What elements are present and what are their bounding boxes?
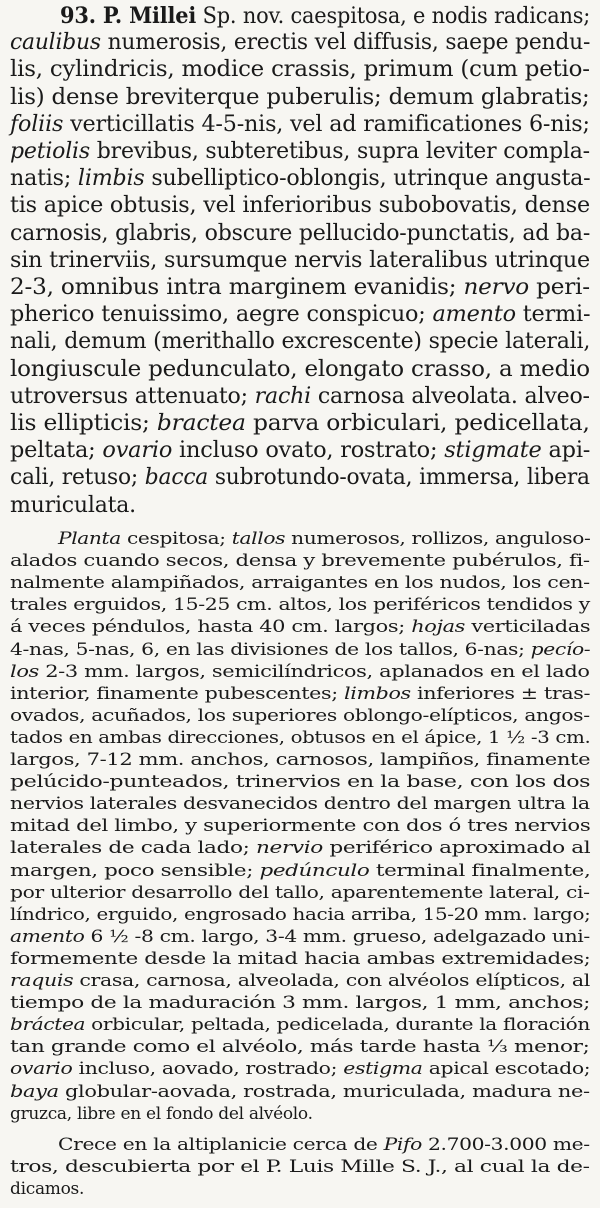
text-line [10, 274, 590, 302]
text-line [10, 220, 590, 248]
text-line [10, 749, 590, 771]
text-line [10, 1081, 590, 1103]
text-run: apical escotado; [422, 1059, 591, 1080]
text-line [10, 29, 590, 57]
italic-term: hojas [411, 617, 466, 638]
text-line [10, 793, 590, 815]
text-run: terminal finalmente, [369, 860, 591, 881]
text-line [10, 860, 590, 882]
italic-term: ovario [102, 438, 173, 464]
italic-term: bráctea [10, 1015, 86, 1036]
text-line [10, 1058, 590, 1080]
text-line [10, 815, 590, 837]
text-run: 2-3, omnibus intra marginem evanidis; [10, 275, 464, 300]
italic-term: tallos [231, 529, 286, 549]
text-line [10, 437, 590, 465]
text-line [10, 926, 590, 948]
text-run: sin trinerviis, sursumque nervis lateralibus utrinque [10, 247, 591, 273]
text-run: carnosis, glabris, obscure pellucido-punctatis, ad ba- [10, 220, 591, 246]
text-run: pelúcido-punteados, trinervios en la base, con los dos [10, 772, 591, 793]
text-run: periférico aproximado al [322, 838, 591, 859]
text-run: peri- [529, 275, 590, 300]
text-line [10, 1178, 84, 1200]
text-line [10, 84, 590, 112]
italic-term: limbos [344, 683, 411, 704]
text-run: cali, retuso; [10, 465, 145, 491]
text-line [10, 705, 590, 727]
text-run: orbicular, peltada, pedicelada, durante la floración [85, 1015, 590, 1036]
text-run: 2-3 mm. largos, semicilíndricos, aplanados en el lado [38, 661, 590, 682]
text-line [60, 2, 590, 31]
italic-term: petiolis [10, 139, 90, 164]
text-line [10, 550, 590, 572]
text-line [10, 948, 590, 970]
text-line [10, 383, 590, 411]
species-heading: 93. P. Millei [60, 3, 197, 29]
text-line [10, 301, 590, 329]
italic-term: amento [10, 926, 85, 947]
text-line [10, 1103, 313, 1125]
text-run: parva orbiculari, pedicellata, [245, 411, 590, 436]
text-run: trales erguidos, 15-25 cm. altos, los periféricos tendidos y [10, 595, 590, 616]
text-run: ovados, acuñados, los superiores oblongo-elípticos, angos- [10, 705, 590, 726]
italic-term: caulibus [10, 30, 101, 56]
italic-term: stigmate [444, 438, 542, 464]
text-run: largos, 7-12 mm. anchos, carnosos, lampiños, finamente [10, 750, 591, 770]
text-line [10, 970, 590, 992]
text-line [58, 528, 590, 550]
text-line [10, 837, 590, 859]
text-run: peltata; [10, 438, 103, 464]
text-run: nervios laterales desvanecidos dentro del margen ultra la [10, 794, 590, 815]
text-line [10, 1156, 590, 1178]
text-run: pherico tenuissimo, aegre conspicuo; [10, 302, 433, 328]
italic-term: bacca [144, 465, 209, 491]
italic-term: ovario [10, 1059, 73, 1080]
text-line [10, 356, 590, 384]
text-line [10, 192, 590, 220]
text-run: tan grande como el alvéolo, más tarde hasta ⅓ menor; [10, 1037, 590, 1058]
text-run: tros, descubierta por el P. Luis Mille S. J., al cual la de- [10, 1156, 590, 1177]
text-line [10, 616, 590, 638]
text-run: utroversus attenuato; [10, 383, 255, 409]
text-run: nali, demum (merithallo excrescente) specie laterali, [10, 329, 591, 355]
text-run: tis apice obtusis, vel inferioribus subobovatis, dense [10, 193, 590, 219]
text-run: 2.700-3.000 me- [421, 1135, 590, 1155]
italic-term: Pifo [383, 1135, 422, 1155]
text-run: crasa, carnosa, alveolada, con alvéolos elípticos, al [73, 971, 590, 991]
text-line [10, 594, 590, 616]
text-line [10, 727, 590, 749]
italic-term: los [10, 661, 39, 682]
text-run: globular-aovada, rostrada, muriculada, madura ne- [58, 1081, 590, 1102]
text-run: alados cuando secos, densa y brevemente pubérulos, fi- [10, 551, 590, 572]
text-line [10, 56, 590, 84]
text-run: interior, finamente pubescentes; [10, 683, 345, 704]
text-run: dicamos. [10, 1178, 85, 1199]
text-run: muriculata. [10, 492, 136, 518]
text-run: formemente desde la mitad hacia ambas extremidades; [10, 948, 591, 969]
text-run: margen, poco sensible; [10, 860, 260, 881]
text-line [10, 771, 590, 793]
text-line [10, 1036, 590, 1058]
text-line [10, 492, 136, 520]
text-run: laterales de cada lado; [10, 838, 256, 859]
italic-term: nervo [463, 275, 530, 300]
italic-term: bractea [156, 411, 246, 436]
text-line [10, 165, 590, 193]
text-line [10, 328, 590, 356]
text-run: por ulterior desarrollo del tallo, aparentemente lateral, ci- [10, 882, 590, 903]
text-run: termi- [515, 302, 591, 328]
text-run: tados en ambas direcciones, obtusos en el ápice, 1 ½ -3 cm. [10, 727, 591, 748]
italic-term: pecío- [530, 639, 591, 660]
text-run: verticiladas [465, 617, 591, 638]
italic-term: raquis [10, 971, 74, 991]
italic-term: pedúnculo [259, 860, 370, 881]
text-run: mitad del limbo, y superiormente con dos ó tres nervios [10, 816, 591, 837]
text-run: numerosos, rollizos, anguloso- [285, 529, 591, 549]
text-line [10, 138, 590, 166]
text-run: tiempo de la maduración 3 mm. largos, 1 mm, anchos; [10, 993, 591, 1014]
text-run: nalmente alampiñados, arraigantes en los nudos, los cen- [10, 573, 590, 594]
text-line [10, 683, 590, 705]
text-line [10, 410, 590, 438]
italic-term: limbis [77, 166, 145, 192]
text-run: verticillatis 4-5-nis, vel ad ramificationes 6-nis; [63, 111, 590, 137]
text-run: api- [541, 438, 591, 464]
text-run: líndrico, erguido, engrosado hacia arriba, 15-20 mm. largo; [10, 904, 591, 925]
text-line [10, 904, 590, 926]
text-run: gruzca, libre en el fondo del alvéolo. [10, 1103, 313, 1124]
text-run: Crece en la altiplanicie cerca de [58, 1135, 384, 1155]
text-line [10, 572, 590, 594]
text-run: longiuscule pedunculato, elongato crasso, a medio [10, 356, 590, 382]
text-line [10, 247, 590, 275]
italic-term: amento [432, 302, 516, 328]
text-run: brevibus, subteretibus, supra leviter compla- [90, 139, 590, 164]
italic-term: foliis [10, 111, 64, 137]
italic-term: baya [10, 1081, 59, 1102]
text-run: subrotundo-ovata, immersa, libera [208, 465, 590, 491]
text-run: lis ellipticis; [10, 411, 157, 436]
text-line [10, 111, 590, 139]
text-run: carnosa alveolata. alveo- [311, 383, 590, 409]
text-line [58, 1134, 590, 1156]
italic-term: rachi [254, 383, 312, 409]
text-line [10, 1014, 590, 1036]
text-run: á veces péndulos, hasta 40 cm. largos; [10, 617, 412, 638]
text-run: 4-nas, 5-nas, 6, en las divisiones de los tallos, 6-nas; [10, 639, 531, 660]
text-run: incluso ovato, rostrato; [172, 438, 445, 464]
text-run: lis) dense breviterque puberulis; demum glabratis; [10, 84, 590, 110]
text-line [10, 661, 590, 683]
text-line [10, 992, 590, 1014]
text-run: lis, cylindricis, modice crassis, primum (cum petio- [10, 57, 590, 83]
text-line [10, 464, 590, 492]
text-run: 6 ½ -8 cm. largo, 3-4 mm. grueso, adelgazado uni- [84, 926, 590, 947]
italic-term: nervio [255, 838, 323, 859]
text-run: incluso, aovado, rostrado; [72, 1059, 344, 1080]
italic-term: estigma [343, 1059, 423, 1080]
text-line [10, 882, 590, 904]
text-run: inferiores ± tras- [410, 683, 591, 704]
text-run: numerosis, erectis vel diffusis, saepe pendu- [100, 30, 591, 56]
text-run: cespitosa; [120, 529, 232, 549]
text-line [10, 639, 590, 661]
text-run: subelliptico-oblongis, utrinque angusta- [144, 166, 591, 192]
italic-term: Planta [58, 529, 121, 549]
text-run: Sp. nov. caespitosa, e nodis radicans; [196, 4, 591, 29]
text-run: natis; [10, 166, 78, 192]
